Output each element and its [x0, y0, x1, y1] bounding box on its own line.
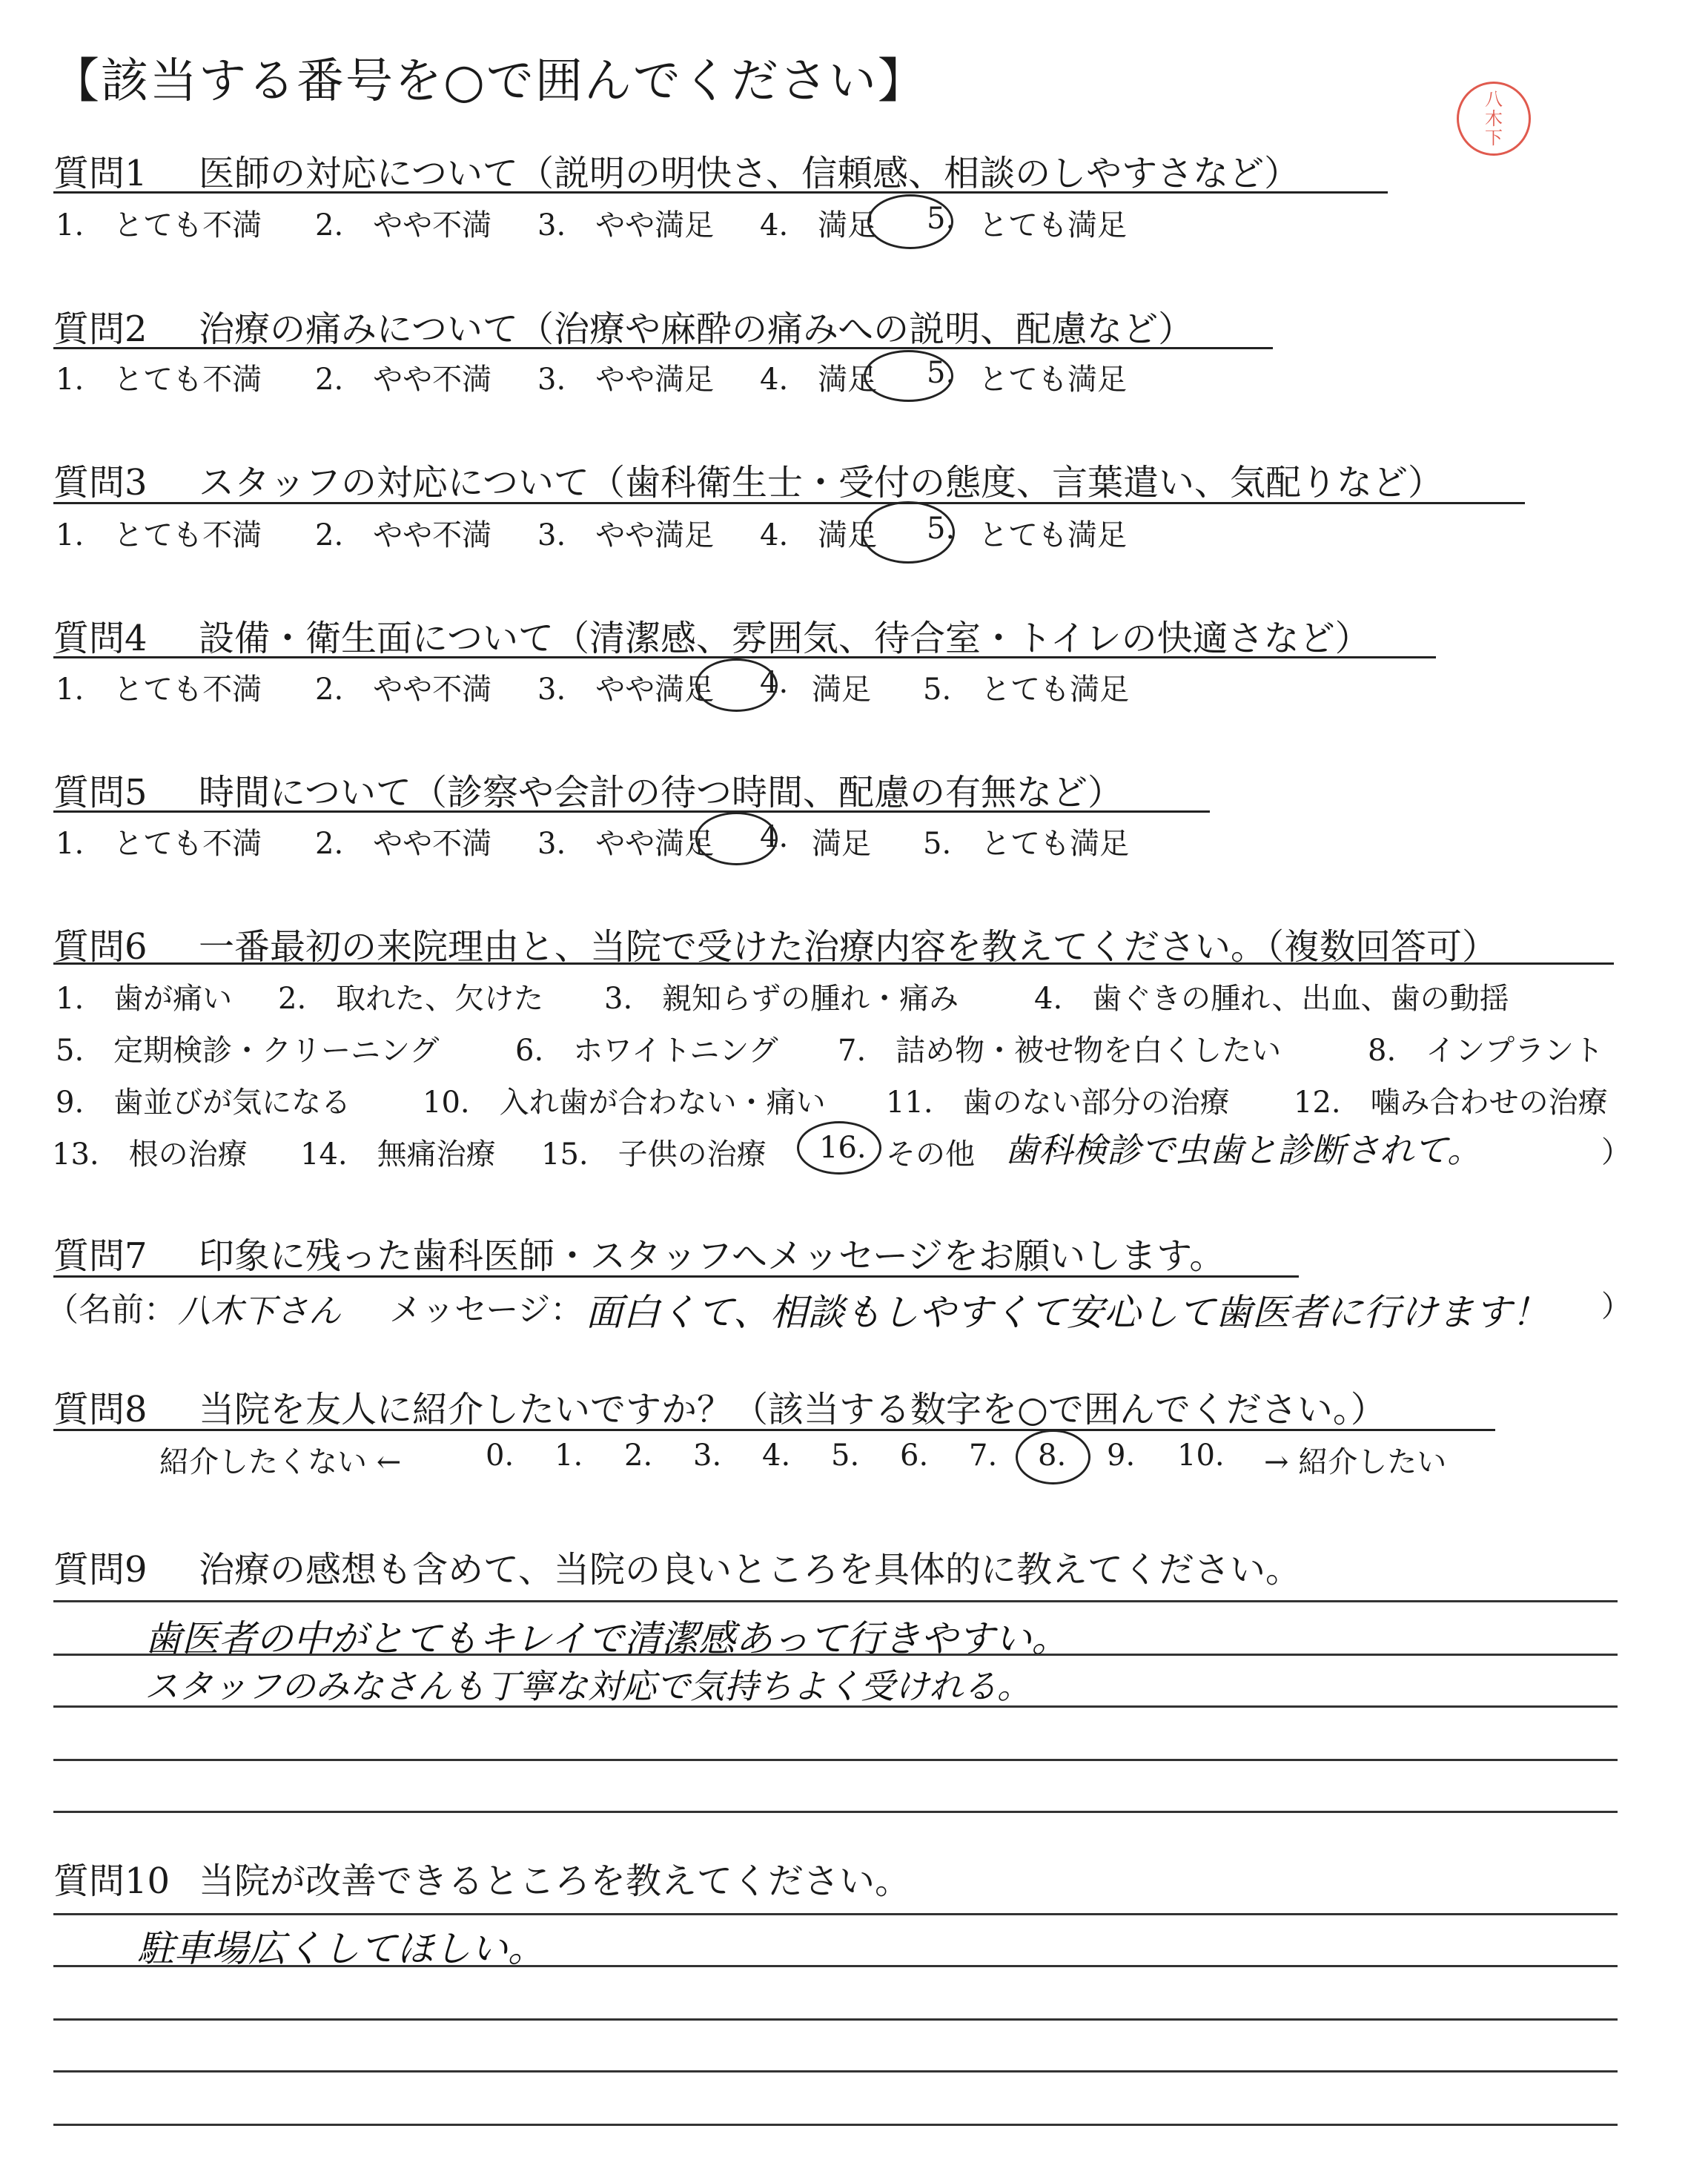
q4-option-5[interactable]: 5. とても満足 [923, 673, 1130, 707]
q1-option-5[interactable]: 5. [927, 202, 956, 236]
q4-option-4-label: 満足 [812, 673, 871, 707]
q4-option-1[interactable]: 1. とても不満 [56, 673, 262, 707]
question-9-number: 質問9 [53, 1549, 148, 1591]
question-1-underline [53, 191, 1388, 194]
q1-option-2[interactable]: 2. やや不満 [315, 208, 492, 242]
question-4-title [53, 610, 1371, 661]
q8-scale-7[interactable]: 7. [969, 1439, 998, 1473]
question-2-underline [53, 347, 1273, 349]
question-7-text: 印象に残った歯科医師・スタッフへメッセージをお願いします。 [199, 1235, 1225, 1277]
question-8-underline [53, 1429, 1495, 1431]
q10-writing-line-5 [53, 2124, 1618, 2126]
q9-answer-line-1: 歯医者の中がとてもキレイで清潔感あって行きやすい。 [145, 1617, 1069, 1660]
q2-option-1[interactable]: 1. とても不満 [56, 363, 262, 397]
q5-selected-circle [695, 812, 778, 865]
q8-scale-9[interactable]: 9. [1107, 1439, 1136, 1473]
question-4-number: 質問4 [53, 618, 148, 659]
q3-option-3[interactable]: 3. やや満足 [537, 518, 715, 552]
question-9-title [53, 1541, 1301, 1592]
q2-option-3[interactable]: 3. やや満足 [537, 363, 715, 397]
q8-scale-6[interactable]: 6. [900, 1439, 929, 1473]
question-2-title [53, 300, 1194, 351]
q8-scale-8[interactable]: 8. [1038, 1439, 1067, 1473]
q7-close-paren: ） [1601, 1289, 1631, 1324]
q2-selected-circle [864, 350, 956, 402]
q10-writing-line-4 [53, 2070, 1618, 2073]
q6-option-4[interactable]: 4. 歯ぐきの腫れ、出血、歯の動揺 [1034, 982, 1509, 1016]
q6-option-5[interactable]: 5. 定期検診・クリーニング [56, 1034, 440, 1068]
q8-scale-10[interactable]: 10. [1177, 1439, 1225, 1473]
q8-scale-right-label: → 紹介したい [1264, 1445, 1447, 1479]
q6-option-2[interactable]: 2. 取れた、欠けた [278, 982, 544, 1016]
name-seal-stamp: 八木下 [1457, 82, 1531, 156]
q6-option-7[interactable]: 7. 詰め物・被せ物を白くしたい [838, 1034, 1282, 1068]
question-3-text: スタッフの対応について（歯科衛生士・受付の態度、言葉遣い、気配りなど） [199, 462, 1444, 503]
q7-name-handwritten: 八木下さん [178, 1292, 341, 1330]
q8-selected-circle [1016, 1430, 1090, 1484]
q4-selected-circle [695, 658, 778, 712]
question-3-underline [53, 502, 1525, 504]
q6-option-14[interactable]: 14. 無痛治療 [300, 1137, 496, 1172]
q3-option-5[interactable]: 5. [927, 512, 956, 546]
question-6-number: 質問6 [53, 926, 148, 968]
q10-writing-line-1 [53, 1913, 1618, 1915]
q5-option-3[interactable]: 3. やや満足 [537, 827, 715, 861]
q2-option-5[interactable]: 5. [927, 356, 956, 390]
question-3-title [53, 454, 1443, 505]
question-6-underline [53, 962, 1614, 965]
q4-option-2[interactable]: 2. やや不満 [315, 673, 492, 707]
q6-option-13[interactable]: 13. 根の治療 [52, 1137, 248, 1172]
q6-option-8[interactable]: 8. インプラント [1368, 1034, 1604, 1068]
q3-option-4[interactable]: 4. 満足 [760, 518, 878, 552]
q8-scale-5[interactable]: 5. [831, 1439, 860, 1473]
question-2-number: 質問2 [53, 308, 148, 350]
q9-answer-line-2: スタッフのみなさんも丁寧な対応で気持ちよく受けれる。 [145, 1666, 1031, 1706]
question-7-underline [53, 1275, 1299, 1278]
page-title: 【該当する番号を○で囲んでください】 [52, 54, 927, 109]
q2-option-4[interactable]: 4. 満足 [760, 363, 878, 397]
q9-writing-line-2 [53, 1654, 1618, 1656]
question-10-title [53, 1852, 910, 1903]
q3-option-5-label: とても満足 [979, 518, 1127, 552]
question-6-text: 一番最初の来院理由と、当院で受けた治療内容を教えてください。（複数回答可） [199, 926, 1498, 968]
question-8-text: 当院を友人に紹介したいですか？（該当する数字を○で囲んでください。） [199, 1389, 1386, 1430]
question-6-title [53, 918, 1497, 969]
q5-option-2[interactable]: 2. やや不満 [315, 827, 492, 861]
question-3-number: 質問3 [53, 462, 148, 503]
q3-selected-circle [861, 501, 955, 564]
q8-scale-1[interactable]: 1. [555, 1439, 583, 1473]
q9-writing-line-4 [53, 1759, 1618, 1761]
q5-option-1[interactable]: 1. とても不満 [56, 827, 262, 861]
q5-option-4[interactable]: 4. [760, 820, 789, 854]
question-1-title [53, 145, 1300, 196]
question-4-text: 設備・衛生面について（清潔感、雰囲気、待合室・トイレの快適さなど） [199, 618, 1371, 659]
q1-option-1[interactable]: 1. とても不満 [56, 208, 262, 242]
question-7-number: 質問7 [53, 1235, 148, 1277]
q6-selected-circle [797, 1121, 881, 1175]
q6-option-9[interactable]: 9. 歯並びが気になる [56, 1086, 351, 1120]
q10-writing-line-3 [53, 2018, 1618, 2021]
q6-option-1[interactable]: 1. 歯が痛い [56, 982, 233, 1016]
q6-option-11[interactable]: 11. 歯のない部分の治療 [886, 1086, 1230, 1120]
q8-scale-4[interactable]: 4. [762, 1439, 791, 1473]
q1-option-5-label: とても満足 [979, 208, 1127, 242]
q3-option-2[interactable]: 2. やや不満 [315, 518, 492, 552]
q6-option-16-label: その他 [886, 1137, 975, 1172]
question-8-title [53, 1381, 1386, 1432]
q4-option-3[interactable]: 3. やや満足 [537, 673, 715, 707]
question-7-title [53, 1227, 1225, 1278]
question-4-underline [53, 656, 1436, 658]
q8-scale-left-label: 紹介したくない ← [159, 1445, 402, 1479]
q7-message-handwritten: 面白くて、相談もしやすくて安心して歯医者に行けます！ [586, 1291, 1549, 1334]
q5-option-5[interactable]: 5. とても満足 [923, 827, 1130, 861]
q1-selected-circle [867, 194, 956, 249]
q7-name-label: （名前： [46, 1291, 176, 1329]
q4-option-4[interactable]: 4. [760, 666, 789, 700]
question-2-text: 治療の痛みについて（治療や麻酔の痛みへの説明、配慮など） [199, 308, 1194, 350]
question-1-text: 医師の対応について（説明の明快さ、信頼感、相談のしやすさなど） [199, 153, 1300, 194]
q2-option-5-label: とても満足 [979, 363, 1127, 397]
question-5-title [53, 764, 1123, 815]
q8-scale-2[interactable]: 2. [624, 1439, 653, 1473]
q9-writing-line-3 [53, 1705, 1618, 1708]
q7-message-label: メッセージ： [389, 1291, 583, 1329]
q6-close-paren: ） [1601, 1135, 1631, 1169]
q6-option-15[interactable]: 15. 子供の治療 [541, 1137, 767, 1172]
q6-option-10[interactable]: 10. 入れ歯が合わない・痛い [423, 1086, 826, 1120]
q3-option-1[interactable]: 1. とても不満 [56, 518, 262, 552]
question-5-underline [53, 810, 1210, 813]
q2-option-2[interactable]: 2. やや不満 [315, 363, 492, 397]
question-10-text: 当院が改善できるところを教えてください。 [199, 1860, 911, 1902]
q5-option-4-label: 満足 [812, 827, 871, 861]
q10-writing-line-2 [53, 1965, 1618, 1967]
q8-scale-0[interactable]: 0. [486, 1439, 514, 1473]
q6-option-12[interactable]: 12. 噛み合わせの治療 [1294, 1086, 1608, 1120]
question-1-number: 質問1 [53, 153, 148, 194]
question-10-number: 質問10 [53, 1860, 171, 1902]
q1-option-4[interactable]: 4. 満足 [760, 208, 878, 242]
q6-other-handwritten: 歯科検診で虫歯と診断されて。 [1004, 1130, 1482, 1170]
question-8-number: 質問8 [53, 1389, 148, 1430]
question-5-number: 質問5 [53, 772, 148, 813]
q9-writing-line-1 [53, 1600, 1618, 1602]
q6-option-16[interactable]: 16. [819, 1131, 867, 1165]
question-5-text: 時間について（診察や会計の待つ時間、配慮の有無など） [199, 772, 1124, 813]
q9-writing-line-5 [53, 1811, 1618, 1813]
q8-scale-3[interactable]: 3. [693, 1439, 722, 1473]
q6-option-6[interactable]: 6. ホワイトニング [515, 1034, 778, 1068]
q6-option-3[interactable]: 3. 親知らずの腫れ・痛み [604, 982, 959, 1016]
q1-option-3[interactable]: 3. やや満足 [537, 208, 715, 242]
q10-answer-line-1: 駐車場広くしてほしい。 [137, 1927, 545, 1970]
question-9-text: 治療の感想も含めて、当院の良いところを具体的に教えてください。 [199, 1549, 1302, 1591]
